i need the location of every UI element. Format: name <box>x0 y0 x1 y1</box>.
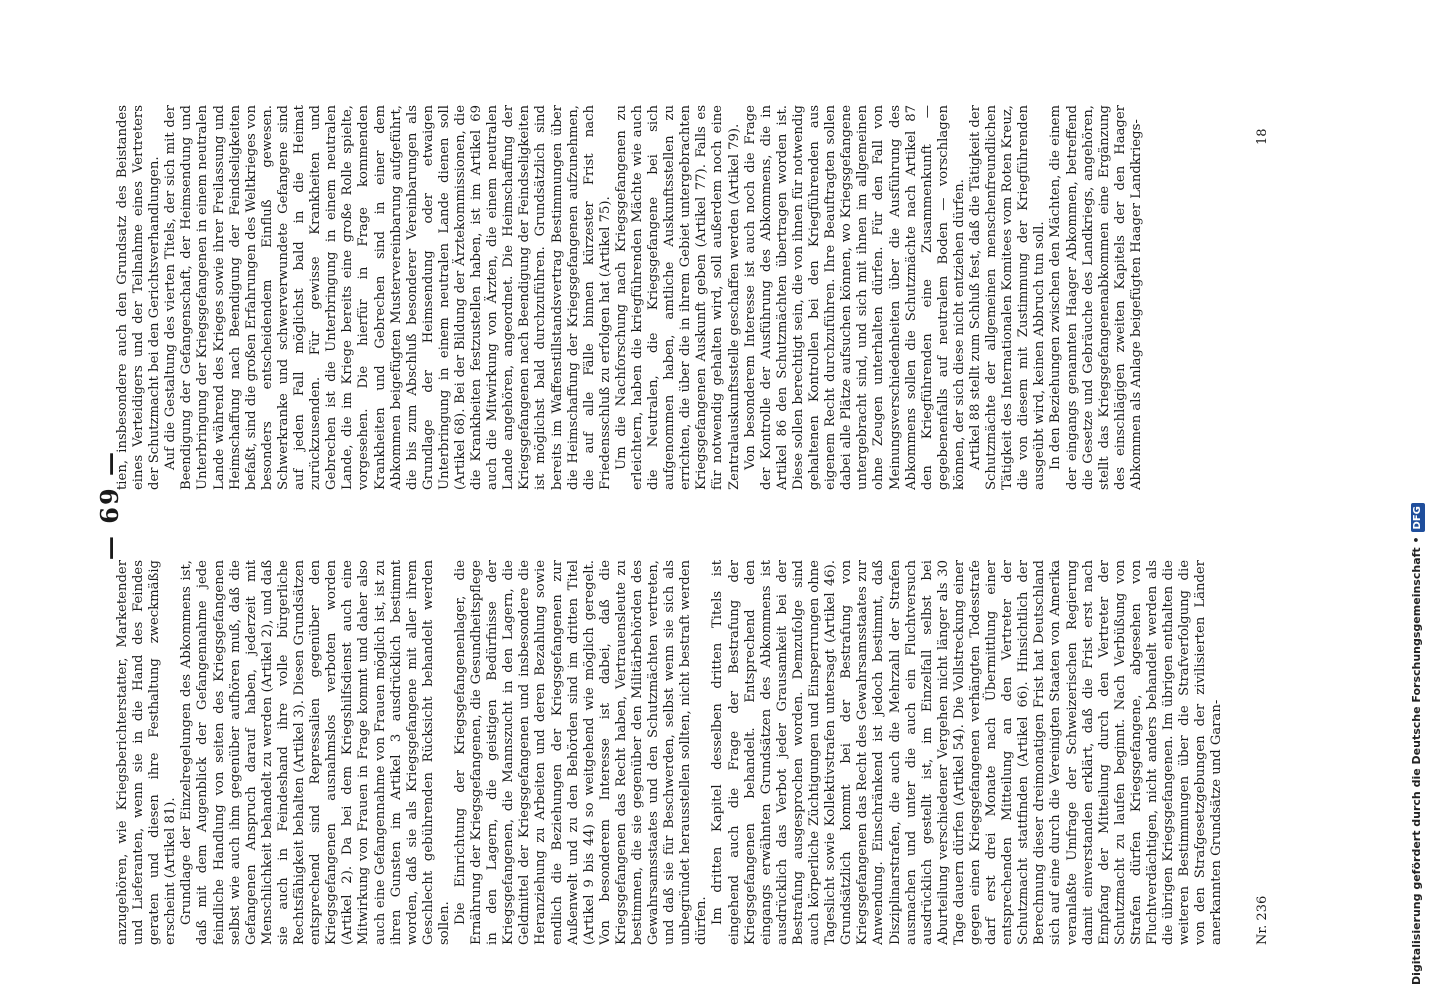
digitization-credit-strip <box>1400 0 1434 1000</box>
document-sheet <box>95 65 1325 945</box>
page-number: — 69 — <box>95 449 124 561</box>
credit-line <box>1410 10 1425 985</box>
paragraph: Die Einrichtung der Kriegsgefangenenlager, die Ernährung der Kriegsgefangenen, die Gesundheitspflege in den Lagern, die geistigen Bedürfnisse der Kriegsgefangenen, die Mannszucht in den Lagern, die Geldmittel der Kriegsgefangenen und insbesondere die Heranziehung zu Arbeiten und deren Bezahlung sowie endlich die Beziehungen der Kriegsgefangenen zur Außenwelt und zu den Behörden sind im dritten Titel (Artikel 9 bis 44) so weitgehend wie möglich geregelt. Von besonderem Interesse ist dabei, daß die Kriegsgefangenen das Recht haben, Vertrauensleute zu bestimmen, die sie gegenüber den Militärbehörden des Gewahrsamsstaates und den Schutzmächten vertreten, und daß sie für Beschwerden, selbst wenn sie sich als unbegründet herausstellen sollten, nicht bestraft werden dürfen. <box>452 560 710 945</box>
right-text-column <box>115 105 1245 490</box>
left-text-column <box>115 560 1245 945</box>
paragraph: Um die Nachforschung nach Kriegsgefangenen zu erleichtern, haben die kriegführenden Mächte wie auch die Neutralen, die Kriegsgefangene bei sich aufgenommen haben, amtliche Auskunftsstellen zu errichten, die über die in ihrem Gebiet untergebrachten Kriegsgefangenen Auskunft geben (Artikel 77). Falls es für notwendig gehalten wird, soll außerdem noch eine Zentralauskunftsstelle geschaffen werden (Artikel 79). <box>613 105 742 490</box>
paragraph: Grundlage der Einzelregelungen des Abkommens ist, daß mit dem Augenblick der Gefangennahme jede feindliche Handlung von seiten des Kriegsgefangenen selbst wie auch ihm gegenüber aufhören muß, daß die Gefangenen Anspruch darauf haben, jederzeit mit Menschlichkeit behandelt zu werden (Artikel 2), und daß sie auch in Feindeshand ihre volle bürgerliche Rechtsfähigkeit behalten (Artikel 3). Diesen Grundsätzen entsprechend sind Repressalien gegenüber den Kriegsgefangenen ausnahmslos verboten worden (Artikel 2). Da bei dem Kriegshilfsdienst auch eine Mitwirkung von Frauen in Frage kommt und daher also auch eine Gefangennahme von Frauen möglich ist, ist zu ihren Gunsten im Artikel 3 ausdrücklich bestimmt worden, daß sie als Kriegsgefangene mit aller ihrem Geschlecht gebührenden Rücksicht behandelt werden sollen. <box>179 560 452 945</box>
footer-issue-number: Nr. 236 <box>1255 895 1270 945</box>
dfg-logo: DFG <box>1411 503 1425 532</box>
paragraph: Auf die Gestaltung des vierten Titels, der sich mit der Beendigung der Gefangenschaft, der Heimsendung und Unterbringung der Kriegsgefangenen in einem neutralen Lande während des Krieges sowie ihrer Freilassung und Heimschaffung nach Beendigung der Feindseligkeiten befaßt, sind die großen Erfahrungen des Weltkrieges von besonders entscheidendem Einfluß gewesen. Schwerkranke und schwerverwundete Gefangene sind auf jeden Fall möglichst bald in die Heimat zurückzusenden. Für gewisse Krankheiten und Gebrechen ist die Unterbringung in einem neutralen Lande, die im Kriege bereits eine große Rolle spielte, vorgesehen. Die hierfür in Frage kommenden Krankheiten und Gebrechen sind in einer dem Abkommen beigefügten Mustervereinbarung aufgeführt, die bis zum Abschluß besonderer Vereinbarungen als Grundlage der Heimsendung oder etwaigen Unterbringung in einem neutralen Lande dienen soll (Artikel 68). Bei der Bildung der Ärztekommissionen, die die Krankheiten festzustellen haben, ist im Artikel 69 auch die Mitwirkung von Ärzten, die einem neutralen Lande angehören, angeordnet. Die Heimschaffung der Kriegsgefangenen nach Beendigung der Feindseligkeiten ist möglichst bald durchzuführen. Grundsätzlich sind bereits im Waffenstillstandsvertrag Bestimmungen über die Heimschaffung der Kriegsgefangenen aufzunehmen, die auf alle Fälle binnen kürzester Frist nach Friedensschluß zu erfolgen hat (Artikel 75). <box>163 105 613 490</box>
paragraph: Artikel 88 stellt zum Schluß fest, daß die Tätigkeit der Schutzmächte der allgemeinen menschenfreundlichen Tätigkeit des Internationalen Komitees vom Roten Kreuz, die von diesem mit Zustimmung der Kriegführenden ausgeübt wird, keinen Abbruch tun soll. <box>967 105 1048 490</box>
paragraph: In den Beziehungen zwischen den Mächten, die einem der eingangs genannten Haager Abkommen, betreffend die Gesetze und Gebräuche des Landkriegs, angehören, stellt das Kriegsgefangenenabkommen eine Ergänzung des einschlägigen zweiten Kapitels der den Haager Abkommen als Anlage beigefügten Haager Landkriegs- <box>1048 105 1144 490</box>
paragraph: Von besonderem Interesse ist auch noch die Frage der Kontrolle der Ausführung des Abkommens, die in Artikel 86 den Schutzmächten übertragen worden ist. Diese sollen berechtigt sein, die von ihnen für notwendig gehaltenen Kontrollen bei den Kriegführenden aus eigenem Recht durchzuführen. Ihre Beauftragten sollen dabei alle Plätze aufsuchen können, wo Kriegsgefangene untergebracht sind, und sich mit ihnen im allgemeinen ohne Zeugen unterhalten dürfen. Für den Fall von Meinungsverschiedenheiten über die Ausführung des Abkommens sollen die Schutzmächte nach Artikel 87 den Kriegführenden eine Zusammenkunft — gegebenenfalls auf neutralem Boden — vorschlagen können, der sich diese nicht entziehen dürfen. <box>742 105 967 490</box>
paragraph: anzugehören, wie Kriegsberichterstatter, Marketender und Lieferanten, wenn sie in die Hand des Feindes geraten und diesen ihre Festhaltung zweckmäßig erscheint (Artikel 81). <box>115 560 179 945</box>
paragraph: tien, insbesondere auch den Grundsatz des Beistandes eines Verteidigers und der Teilnahme eines Vertreters der Schutzmacht bei den Gerichtsverhandlungen. <box>115 105 163 490</box>
credit-text: Digitalisierung gefördert durch die Deutsche Forschungsgemeinschaft • <box>1410 536 1423 985</box>
paragraph: Im dritten Kapitel desselben dritten Titels ist eingehend auch die Frage der Bestrafung der Kriegsgefangenen behandelt. Entsprechend den eingangs erwähnten Grundsätzen des Abkommens ist ausdrücklich das Verbot jeder Grausamkeit bei der Bestrafung ausgesprochen worden. Demzufolge sind auch körperliche Züchtigungen und Einsperrungen ohne Tageslicht sowie Kollektivstrafen untersagt (Artikel 46). Grundsätzlich kommt bei der Bestrafung von Kriegsgefangenen das Recht des Gewahrsamsstaates zur Anwendung. Einschränkend ist jedoch bestimmt, daß Disziplinarstrafen, die auch die Mehrzahl der Strafen ausmachen und unter die auch ein Fluchtversuch ausdrücklich gestellt ist, im Einzelfall selbst bei Aburteilung verschiedener Vergehen nicht länger als 30 Tage dauern dürfen (Artikel 54). Die Vollstreckung einer gegen einen Kriegsgefangenen verhängten Todesstrafe darf erst drei Monate nach Übermittlung einer entsprechenden Mitteilung an den Vertreter der Schutzmacht stattfinden (Artikel 66). Hinsichtlich der Berechnung dieser dreimonatigen Frist hat Deutschland sich auf eine durch die Vereinigten Staaten von Amerika veranlaßte Umfrage der Schweizerischen Regierung damit einverstanden erklärt, daß die Frist erst nach Empfang der Mitteilung durch den Vertreter der Schutzmacht zu laufen beginnt. Nach Verbüßung von Strafen dürfen Kriegsgefangene, abgesehen von Fluchtverdächtigen, nicht anders behandelt werden als die übrigen Kriegsgefangenen. Im übrigen enthalten die weiteren Bestimmungen über die Strafverfolgung die von den Strafgesetzgebungen der zivilisierten Länder anerkannten Grundsätze und Garan- <box>710 560 1225 945</box>
footer-sheet-number: 18 <box>1255 128 1270 145</box>
